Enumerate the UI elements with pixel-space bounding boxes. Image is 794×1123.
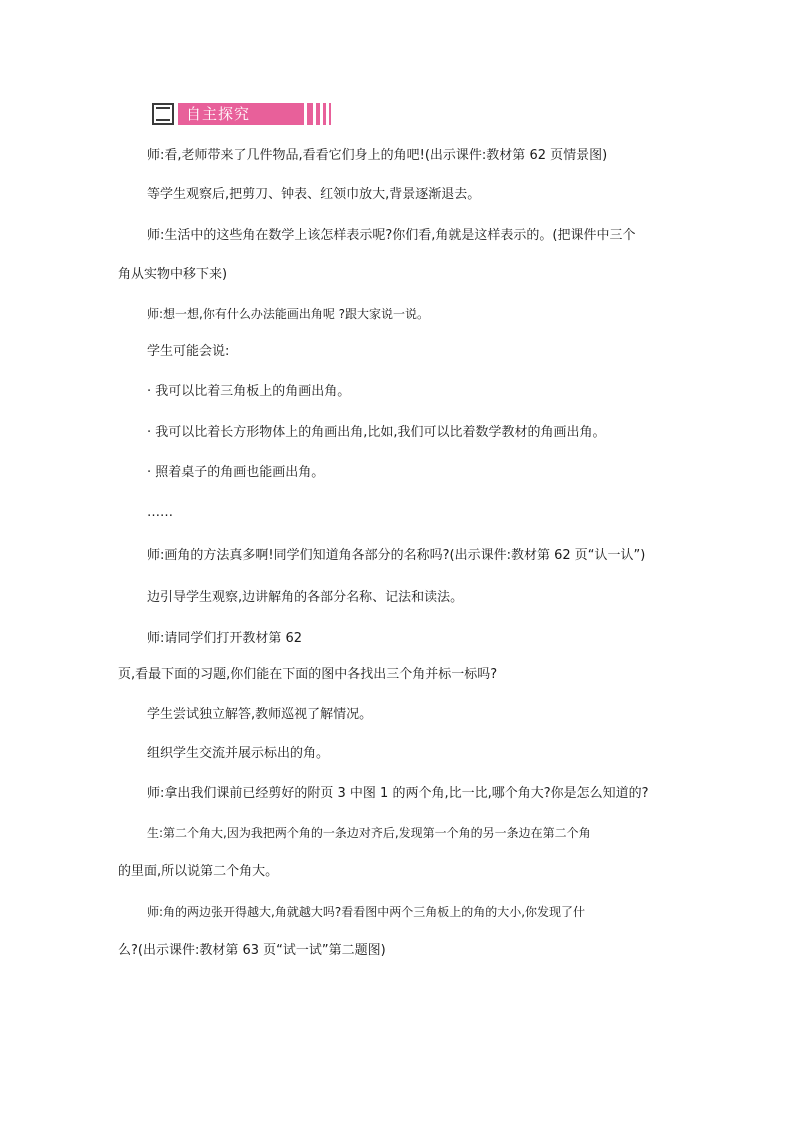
ellipsis: …… — [147, 505, 173, 520]
paragraph: 的里面,所以说第二个角大。 — [118, 864, 279, 879]
paragraph: 师:拿出我们课前已经剪好的附页 3 中图 1 的两个角,比一比,哪个角大?你是怎么知道的? — [147, 786, 649, 801]
paragraph: 么?(出示课件:教材第 63 页“试一试”第二题图) — [118, 943, 386, 958]
list-item: · 我可以比着三角板上的角画出角。 — [147, 384, 351, 399]
paragraph: 师:生活中的这些角在数学上该怎样表示呢?你们看,角就是这样表示的。(把课件中三个 — [147, 228, 636, 243]
section-number-icon — [152, 103, 174, 125]
paragraph: 学生可能会说: — [147, 344, 230, 359]
paragraph: 师:画角的方法真多啊!同学们知道角各部分的名称吗?(出示课件:教材第 62 页“认一认”) — [147, 548, 646, 563]
paragraph: 师:想一想,你有什么办法能画出角呢 ?跟大家说一说。 — [147, 307, 430, 321]
paragraph: 页,看最下面的习题,你们能在下面的图中各找出三个角并标一标吗? — [118, 667, 498, 682]
list-item: · 照着桌子的角画也能画出角。 — [147, 465, 325, 480]
paragraph: 生:第二个角大,因为我把两个角的一条边对齐后,发现第一个角的另一条边在第二个角 — [147, 826, 591, 840]
paragraph: 组织学生交流并展示标出的角。 — [147, 746, 330, 761]
paragraph: 角从实物中移下来) — [118, 267, 228, 282]
paragraph: 师:角的两边张开得越大,角就越大吗?看看图中两个三角板上的角的大小,你发现了什 — [147, 905, 586, 919]
paragraph: 师:请同学们打开教材第 62 — [147, 631, 303, 646]
paragraph: 学生尝试独立解答,教师巡视了解情况。 — [147, 707, 373, 722]
section-header — [152, 103, 334, 125]
paragraph: 边引导学生观察,边讲解角的各部分名称、记法和读法。 — [147, 590, 464, 605]
paragraph: 师:看,老师带来了几件物品,看看它们身上的角吧!(出示课件:教材第 62 页情景图) — [147, 148, 608, 163]
section-stripes-decoration — [307, 103, 334, 125]
list-item: · 我可以比着长方形物体上的角画出角,比如,我们可以比着数学教材的角画出角。 — [147, 425, 606, 440]
paragraph: 等学生观察后,把剪刀、钟表、红领巾放大,背景逐渐退去。 — [147, 187, 481, 202]
section-title: 自主探究 — [178, 103, 304, 125]
